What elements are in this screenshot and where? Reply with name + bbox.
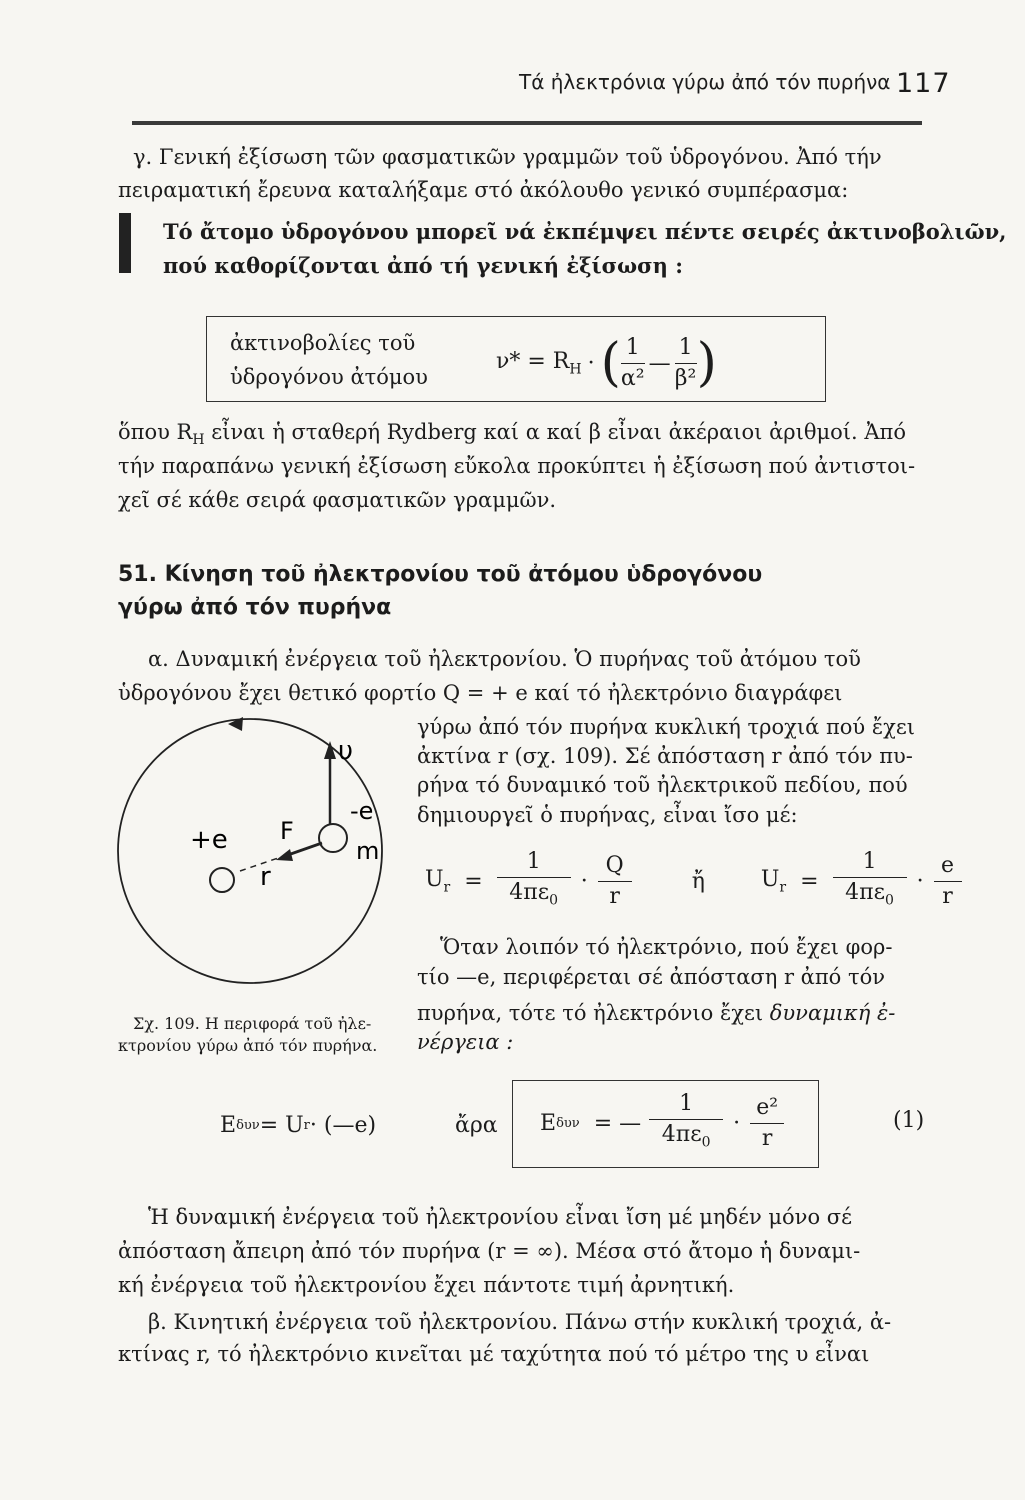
potential-or: ἤ [691,868,705,894]
energy-frac1: $\frac{1}{4\pi\varepsilon_0}$ [649,1089,723,1157]
para-a-line5: ρήνα τό δυναμικό τοῦ ἠλεκτρικοῦ πεδίου, πού [417,773,908,797]
energy-equation-boxed: E δυν = — $\frac{1}{4\pi\varepsilon_0}$ · $\frac{\text{e²}}{r}$ [540,1080,784,1166]
page-number: 117 [896,68,951,99]
formula-close-paren: ) [696,333,717,393]
energy-frac2: $\frac{\text{e²}}{r}$ [750,1093,784,1154]
figure-caption-line2: κτρονίου γύρω ἀπό τόν πυρήνα. [118,1036,378,1055]
para-d-line1: β. Κινητική ἐνέργεια τοῦ ἠλεκτρονίου. Πάνω στήν κυκλική τροχιά, ἀ- [148,1310,892,1334]
label-r: r [260,862,271,892]
formula-dot: · [587,350,595,376]
potential-frac1: $\frac{1}{4\pi\varepsilon_0}$ [497,847,571,915]
highlight-line2: πού καθορίζονται ἀπό τή γενική ἐξίσωση : [163,253,683,278]
highlight-line1: Τό ἄτομο ὑδρογόνου μπορεῖ νά ἐκπέμψει πέντε σειρές ἀκτινοβολιῶν, [163,219,1007,244]
running-title: Τά ἠλεκτρόνια γύρω ἀπό τόν πυρήνα [519,70,891,94]
potential-eq-sign: = [464,868,483,894]
label-minus-e: -e [350,797,374,825]
para-rh-line3: χεῖ σέ κάθε σειρά φασματικῶν γραμμῶν. [118,488,557,512]
para-b-line3: πυρήνα, τότε τό ἠλεκτρόνιο ἔχει δυναμική ἐ- [417,1001,896,1025]
potential-frac3: $\frac{1}{4\pi\varepsilon_0}$ [833,847,907,915]
para-c2-line3: κή ἐνέργεια τοῦ ἠλεκτρονίου ἔχει πάντοτε τιμή ἀρνητική. [118,1273,735,1297]
potential-lhs-alt: $U_r$ [760,866,787,896]
para-b-line4: νέργεια : [417,1030,514,1054]
para-a-line1: α. Δυναμική ἐνέργεια τοῦ ἠλεκτρονίου. Ὁ πυρήνας τοῦ ἀτόμου τοῦ [148,647,861,671]
para-a-line4: ἀκτίνα r (σχ. 109). Σέ ἀπόσταση r ἀπό τόν πυ- [417,744,913,768]
formula-open-paren: ( [600,333,621,393]
label-v: υ [338,736,354,766]
potential-eq-sign-alt: = [800,868,819,894]
potential-lhs: $U_r$ [425,866,451,896]
formula-label-line1: ἀκτινοβολίες τοῦ [230,331,416,355]
potential-frac2: $\frac{Q}{r}$ [598,851,632,912]
potential-dot-alt: · [916,868,924,894]
energy-equation-left: E δυν = U r · (—e) [220,1112,377,1138]
potential-dot: · [580,868,588,894]
para-a-line3: γύρω ἀπό τόν πυρήνα κυκλική τροχιά πού ἔχει [417,715,915,739]
force-arrow-icon [276,849,293,861]
section-title-line1: 51. Κίνηση τοῦ ἠλεκτρονίου τοῦ ἀτόμου ὑδρογόνου [118,562,763,587]
electron-circle [319,824,347,852]
formula-lhs: $\nu* = R_H$ [496,348,582,378]
para-a-line2: ὑδρογόνου ἔχει θετικό φορτίο Q = + e καί τό ἠλεκτρόνιο διαγράφει [118,681,843,705]
formula-frac2: $\frac{1}{\text{β²}}$ [674,334,697,391]
highlight-sidebar [119,213,131,273]
para-c2-line1: Ἡ δυναμική ἐνέργεια τοῦ ἠλεκτρονίου εἶναι ἴση μέ μηδέν μόνο σέ [148,1205,852,1229]
para-c-line1: γ. Γενική ἐξίσωση τῶν φασματικῶν γραμμῶν τοῦ ὑδρογόνου. Ἀπό τήν [133,145,882,169]
figure-109 [100,715,400,1015]
label-m: m [356,837,380,865]
label-F: F [280,817,294,845]
para-c2-line2: ἀπόσταση ἄπειρη ἀπό τόν πυρήνα (r = ∞). Μέσα στό ἄτομο ἡ δυναμι- [118,1239,861,1263]
energy-ara: ἄρα [455,1112,498,1138]
para-rh-line2: τήν παραπάνω γενική ἐξίσωση εὔκολα προκύπτει ἡ ἐξίσωση πού ἀντιστοι- [118,454,916,478]
label-plus-e: +e [190,825,228,855]
section-title-line2: γύρω ἀπό τόν πυρήνα [118,595,392,620]
para-a-line6: δημιουργεῖ ὁ πυρήνας, εἶναι ἴσο μέ: [417,803,798,827]
potential-equation [425,846,962,916]
potential-frac4: $\frac{e}{r}$ [934,851,962,912]
para-rh-line1: ὅπου $R_H$ εἶναι ἡ σταθερή Rydberg καί α καί β εἶναι ἀκέραιοι ἀριθμοί. Ἀπό [118,420,906,449]
figure-caption-line1: Σχ. 109. Η περιφορά τοῦ ἠλε- [133,1014,372,1033]
formula-label-line2: ὑδρογόνου ἀτόμου [230,365,428,389]
equation-number: (1) [893,1108,925,1133]
para-b-line1: Ὅταν λοιπόν τό ἠλεκτρόνιο, πού ἔχει φορ- [440,935,893,959]
para-d-line2: κτίνας r, τό ἠλεκτρόνιο κινεῖται μέ ταχύτητα πού τό μέτρο της υ εἶναι [118,1342,870,1366]
nucleus-circle [210,868,234,892]
para-b-line2: τίο —e, περιφέρεται σέ ἀπόσταση r ἀπό τόν [417,965,886,989]
para-c-line2: πειραματική ἔρευνα καταλήξαμε στό ἀκόλουθο γενικό συμπέρασμα: [118,178,849,202]
rydberg-formula [496,330,717,396]
formula-minus: — [648,350,671,376]
formula-frac1: $\frac{1}{\text{α²}}$ [620,334,645,391]
header-rule [132,121,922,125]
